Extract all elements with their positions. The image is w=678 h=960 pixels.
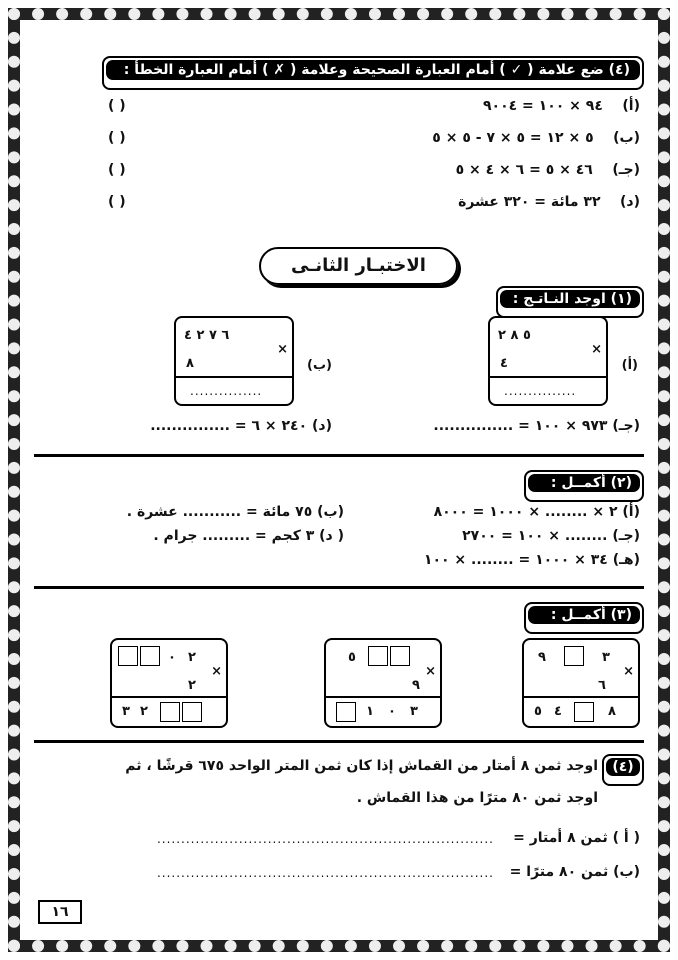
- q1-c-row: (جـ) ٩٧٣ × ١٠٠ = ...............: [433, 418, 640, 434]
- q1-a-label: (أ): [621, 358, 638, 373]
- q4-a: ( أ ) ثمن ٨ أمتار =: [513, 830, 640, 846]
- answer-dots[interactable]: ...............: [190, 384, 263, 398]
- blank-square[interactable]: [336, 702, 356, 722]
- q3-box-3: ٠ ٢ × ٢ ٣ ٢: [110, 638, 228, 728]
- section-divider: [34, 740, 644, 743]
- q3-header: (٣) أكمــل :: [528, 606, 640, 624]
- blank-square[interactable]: [564, 646, 584, 666]
- q1-b-label: (ب): [307, 358, 332, 373]
- q1-b-mult-box: ٦ ٧ ٢ ٤ × ٨ ...............: [174, 316, 294, 406]
- answer-paren-b[interactable]: ( ): [108, 130, 126, 146]
- blank-square[interactable]: [160, 702, 180, 722]
- decorative-border: [8, 8, 670, 952]
- true-false-header: (٤) ضع علامة ( ✓ ) أمام العبارة الصحيحة وعلامة ( ✗ ) أمام العبارة الخطأ :: [106, 60, 640, 80]
- blank-square[interactable]: [368, 646, 388, 666]
- tf-row-d: (د) ٣٢ مائة = ٣٢٠ عشرة: [458, 194, 640, 210]
- q2-d: ( د) ٣ كجم = ......... جرام .: [153, 528, 344, 544]
- section-divider: [34, 454, 644, 457]
- q1-header-box: [496, 286, 644, 318]
- q1-d-row: (د) ٢٤٠ × ٦ = ...............: [150, 418, 332, 434]
- q2-c: (جـ) ........ × ١٠٠ = ٢٧٠٠: [462, 528, 640, 544]
- blank-square[interactable]: [574, 702, 594, 722]
- q4-line-1: اوجد ثمن ٨ أمتار من القماش إذا كان ثمن المتر الواحد ٦٧٥ قرشًا ، ثم: [125, 758, 598, 774]
- q2-a: (أ) ٢ × ........ × ١٠٠٠ = ٨٠٠٠: [433, 504, 640, 520]
- tf-row-c: (جـ) ٤٦ × ٥ = ٦ × ٤ × ٥: [455, 162, 640, 178]
- answer-paren-a[interactable]: ( ): [108, 98, 126, 114]
- q3-box-2: ٥ × ٩ ١ ٠ ٣: [324, 638, 442, 728]
- content-area: [34, 34, 644, 926]
- q4-b-answer[interactable]: ......................................................................: [156, 866, 494, 880]
- answer-paren-c[interactable]: ( ): [108, 162, 126, 178]
- q1-header: (١) اوجد النـاتـج :: [500, 290, 640, 308]
- q4-number: (٤): [606, 758, 640, 776]
- page-number: ١٦: [38, 900, 82, 924]
- q4-b: (ب) ثمن ٨٠ مترًا =: [509, 864, 640, 880]
- q2-header: (٢) أكمــل :: [528, 474, 640, 492]
- q2-header-box: [524, 470, 644, 502]
- section-header-box: [102, 56, 644, 90]
- test-title: الاختبـار الثانـى: [259, 247, 458, 285]
- answer-paren-d[interactable]: ( ): [108, 194, 126, 210]
- q2-b: (ب) ٧٥ مائة = ........... عشرة .: [126, 504, 344, 520]
- q4-number-box: [602, 754, 644, 786]
- blank-square[interactable]: [182, 702, 202, 722]
- blank-square[interactable]: [140, 646, 160, 666]
- section-divider: [34, 586, 644, 589]
- answer-dots[interactable]: ...............: [504, 384, 577, 398]
- blank-square[interactable]: [390, 646, 410, 666]
- blank-square[interactable]: [118, 646, 138, 666]
- q3-header-box: [524, 602, 644, 634]
- q4-a-answer[interactable]: ......................................................................: [156, 832, 494, 846]
- tf-row-a: (أ) ٩٤ × ١٠٠ = ٩٠٠٤: [483, 98, 640, 114]
- q4-line-2: اوجد ثمن ٨٠ مترًا من هذا القماش .: [356, 790, 598, 806]
- q1-a-mult-box: ٥ ٨ ٢ × ٤ ...............: [488, 316, 608, 406]
- q2-e: (هـ) ٣٤ × ١٠٠٠ = ........ × ١٠٠: [423, 552, 640, 568]
- q3-box-1: ٩ ٣ × ٦ ٥ ٤ ٨: [522, 638, 640, 728]
- tf-row-b: (ب) ٥ × ١٢ = ٥ × ٧ - ٥ × ٥: [432, 130, 640, 146]
